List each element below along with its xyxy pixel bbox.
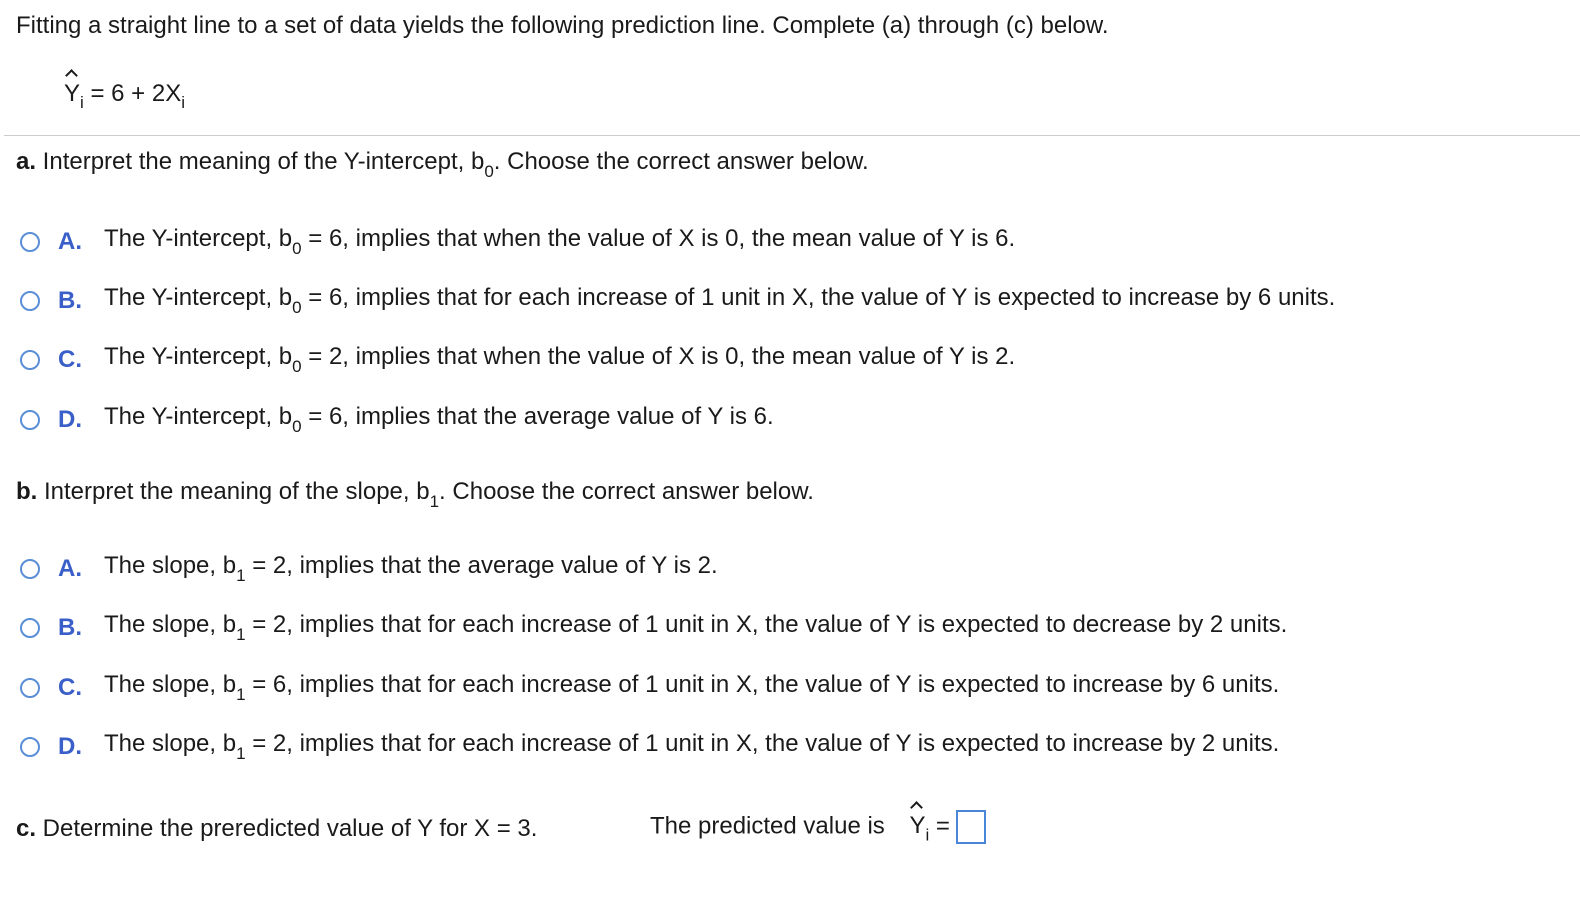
part-b-option-b[interactable] xyxy=(20,613,1287,643)
option-text xyxy=(104,671,1279,705)
part-b-option-a[interactable] xyxy=(20,554,718,584)
part-a-letter: a. xyxy=(16,148,37,175)
option-subscript: 0 xyxy=(292,239,302,258)
equals-sign: = xyxy=(929,812,950,840)
option-text-end: = 2, implies that for each increase of 1 unit in X, the value of Y is expected to decrease by 2 units. xyxy=(245,611,1288,638)
option-subscript: 1 xyxy=(236,566,246,585)
part-a-option-a[interactable] xyxy=(20,227,1015,257)
x-subscript: i xyxy=(181,93,185,112)
radio-unselected-icon[interactable] xyxy=(20,232,40,252)
option-text-end: = 6, implies that when the value of X is 0, the mean value of Y is 6. xyxy=(301,225,1016,252)
y-hat-subscript: i xyxy=(80,93,84,112)
part-b-option-d[interactable] xyxy=(20,732,1279,762)
option-text-start: The Y-intercept, b xyxy=(104,225,293,252)
prediction-equation xyxy=(64,80,185,113)
option-subscript: 1 xyxy=(236,744,246,763)
option-letter: D. xyxy=(58,406,82,433)
predicted-value-row xyxy=(650,810,986,845)
option-text xyxy=(104,403,774,437)
part-a-question xyxy=(16,148,869,182)
divider xyxy=(4,135,1580,136)
y-hat: Y xyxy=(64,80,81,107)
radio-unselected-icon[interactable] xyxy=(20,678,40,698)
option-letter: B. xyxy=(58,614,82,641)
part-a-option-c[interactable] xyxy=(20,345,1015,375)
option-text-end: = 6, implies that for each increase of 1 unit in X, the value of Y is expected to increase by 6 units. xyxy=(301,284,1336,311)
part-a-text-end: . Choose the correct answer below. xyxy=(493,148,869,175)
option-letter: A. xyxy=(58,555,82,582)
radio-unselected-icon[interactable] xyxy=(20,618,40,638)
option-text-end: = 2, implies that the average value of Y is 2. xyxy=(245,552,718,579)
option-text-end: = 6, implies that for each increase of 1 unit in X, the value of Y is expected to increase by 6 units. xyxy=(245,671,1280,698)
radio-unselected-icon[interactable] xyxy=(20,410,40,430)
option-letter: C. xyxy=(58,346,82,373)
option-subscript: 1 xyxy=(236,685,246,704)
part-a-option-d[interactable] xyxy=(20,405,774,435)
part-b-text-end: . Choose the correct answer below. xyxy=(439,478,814,505)
equation-rhs: = 6 + 2X xyxy=(83,80,182,107)
option-text-end: = 2, implies that when the value of X is 0, the mean value of Y is 2. xyxy=(301,343,1016,370)
option-text xyxy=(104,611,1287,645)
option-text xyxy=(104,225,1015,259)
option-text xyxy=(104,552,718,586)
part-b-letter: b. xyxy=(16,478,38,505)
part-b-text: Interpret the meaning of the slope, b xyxy=(37,478,430,505)
option-text-start: The Y-intercept, b xyxy=(104,403,293,430)
predicted-value-input[interactable] xyxy=(956,810,986,844)
option-subscript: 1 xyxy=(236,625,246,644)
part-b-option-c[interactable] xyxy=(20,673,1279,703)
option-text-start: The Y-intercept, b xyxy=(104,284,293,311)
option-text-end: = 6, implies that the average value of Y is 6. xyxy=(301,403,774,430)
option-text-start: The slope, b xyxy=(104,671,237,698)
option-letter: A. xyxy=(58,228,82,255)
y-hat: Y xyxy=(909,812,926,840)
option-subscript: 0 xyxy=(292,298,302,317)
radio-unselected-icon[interactable] xyxy=(20,737,40,757)
option-subscript: 0 xyxy=(292,417,302,436)
option-letter: B. xyxy=(58,287,82,314)
option-text xyxy=(104,730,1279,764)
problem-intro: Fitting a straight line to a set of data yields the following prediction line. Complete (a) through (c) below. xyxy=(16,12,1109,39)
option-text xyxy=(104,343,1015,377)
radio-unselected-icon[interactable] xyxy=(20,291,40,311)
part-a-text: Interpret the meaning of the Y-intercept, b xyxy=(36,148,485,175)
radio-unselected-icon[interactable] xyxy=(20,559,40,579)
part-c-text: Determine the preredicted value of Y for X = 3. xyxy=(36,815,538,842)
option-text-start: The Y-intercept, b xyxy=(104,343,293,370)
part-c-question xyxy=(16,815,537,843)
option-text-start: The slope, b xyxy=(104,730,237,757)
option-text-start: The slope, b xyxy=(104,611,237,638)
part-c-letter: c. xyxy=(16,815,37,842)
y-hat-subscript: i xyxy=(925,825,930,845)
option-text-end: = 2, implies that for each increase of 1 unit in X, the value of Y is expected to increase by 2 units. xyxy=(245,730,1280,757)
option-text-start: The slope, b xyxy=(104,552,237,579)
part-a-option-b[interactable] xyxy=(20,286,1335,316)
part-b-subscript: 1 xyxy=(429,492,440,511)
option-subscript: 0 xyxy=(292,357,302,376)
option-text xyxy=(104,284,1335,318)
radio-unselected-icon[interactable] xyxy=(20,350,40,370)
part-b-question xyxy=(16,478,814,512)
option-letter: D. xyxy=(58,733,82,760)
part-a-subscript: 0 xyxy=(484,162,494,181)
option-letter: C. xyxy=(58,674,82,701)
predicted-value-label: The predicted value is xyxy=(650,812,885,840)
